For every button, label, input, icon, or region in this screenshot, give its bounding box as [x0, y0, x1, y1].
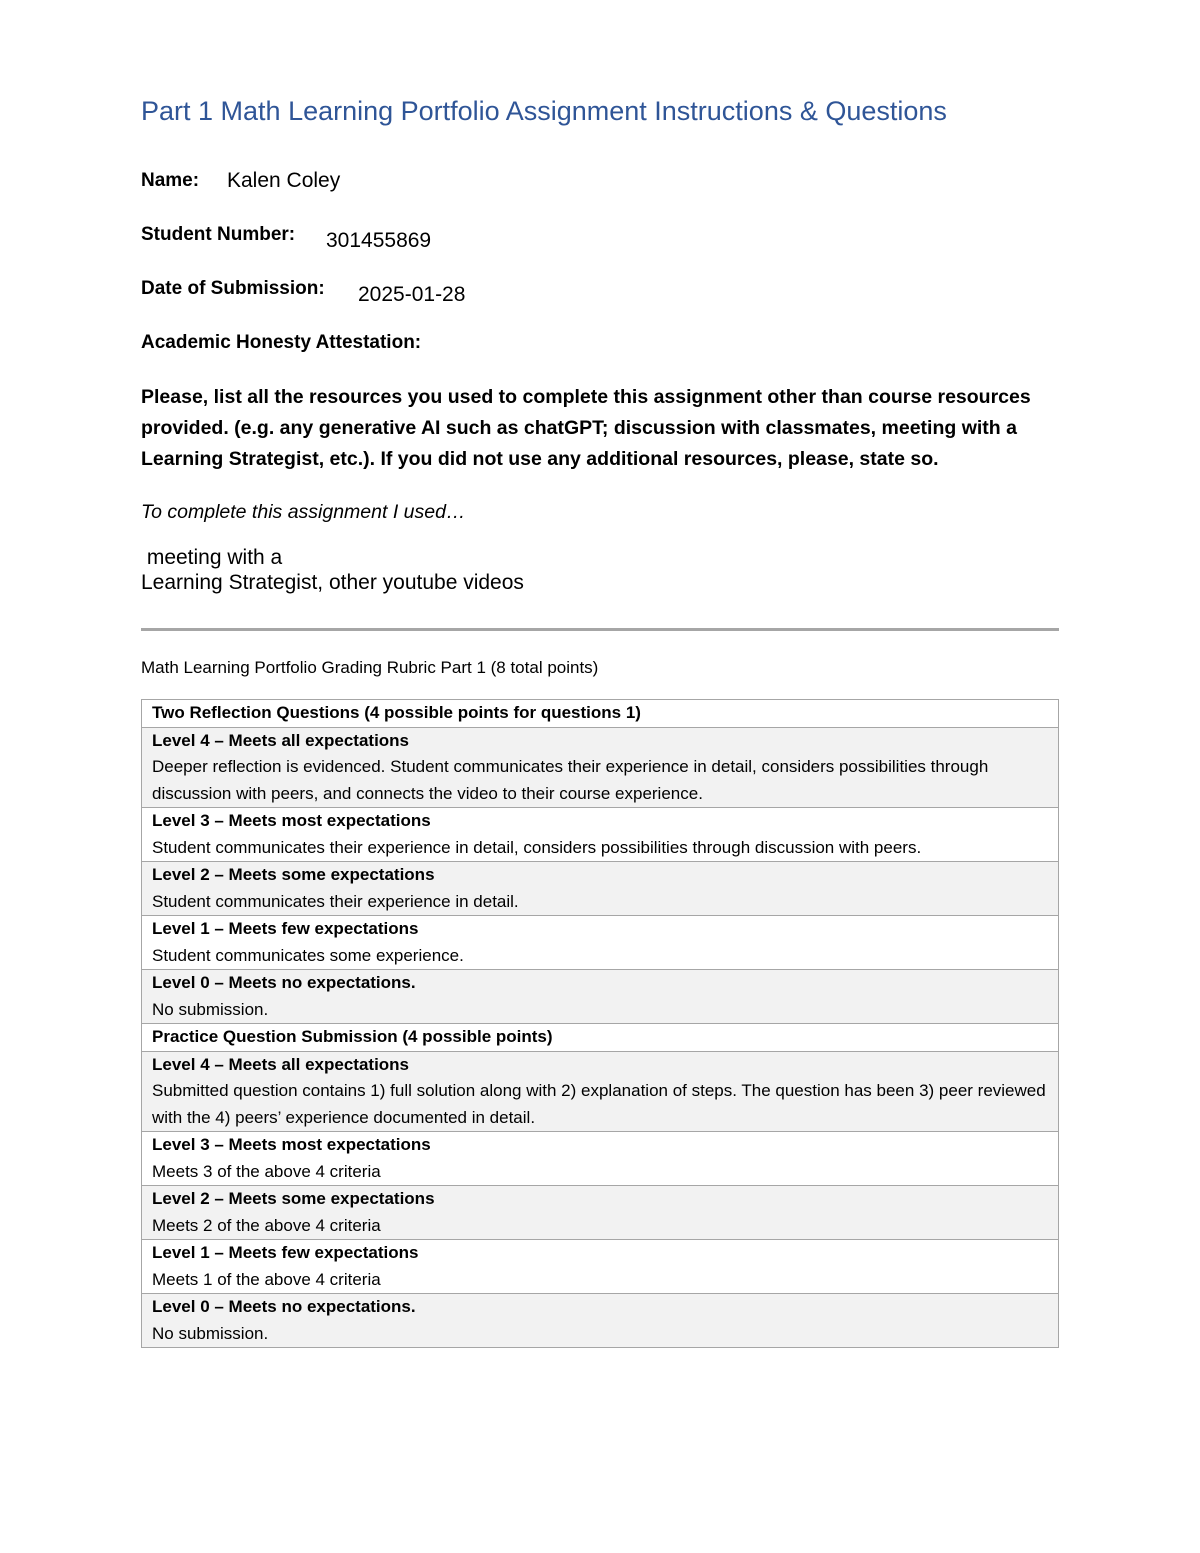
student-number-label: Student Number: [141, 224, 296, 245]
rubric-level-description: Meets 2 of the above 4 criteria [152, 1215, 381, 1235]
rubric-level-title: Level 1 – Meets few expectations [152, 1243, 419, 1262]
rubric-level-description: Student communicates some experience. [152, 945, 464, 965]
rubric-level-row [142, 862, 1059, 916]
resources-answer: meeting with a Learning Strategist, other youtube videos [141, 546, 524, 594]
rubric-level-title: Level 0 – Meets no expectations. [152, 1297, 416, 1316]
rubric-level-row [142, 1240, 1059, 1294]
rubric-caption: Math Learning Portfolio Grading Rubric Part 1 (8 total points) [141, 658, 599, 677]
rubric-level-title: Level 4 – Meets all expectations [152, 730, 410, 750]
rubric-level-title: Level 2 – Meets some expectations [152, 865, 435, 884]
rubric-section-heading-row [142, 1024, 1059, 1052]
rubric-level-description: Student communicates their experience in detail. [152, 891, 519, 911]
rubric-level-description: No submission. [152, 999, 269, 1019]
rubric-level-description: Deeper reflection is evidenced. Student communicates their experience in detail, considers possibilities through discussion with peers, and connects the video to their course experience. [152, 757, 989, 803]
rubric-level-description: Submitted question contains 1) full solution along with 2) explanation of steps. The question has been 3) peer reviewed with the 4) peers’ experience documented in detail. [152, 1081, 1046, 1127]
rubric-level-row [142, 1294, 1059, 1348]
resource-instructions: Please, list all the resources you used to complete this assignment other than course resources provided. (e.g. any generative AI such as chatGPT; discussion with classmates, meeting with a Learning Strategist, etc.). If you did not use any additional resources, please, state so. [141, 386, 1031, 470]
rubric-section-heading-row [142, 700, 1059, 728]
rubric-level-title: Level 0 – Meets no expectations. [152, 973, 416, 992]
rubric-level-row [142, 916, 1059, 970]
rubric-section-heading: Practice Question Submission (4 possible points) [142, 1024, 1059, 1052]
rubric-level-description: Student communicates their experience in detail, considers possibilities through discussion with peers. [152, 837, 922, 857]
rubric-level-row [142, 1051, 1059, 1132]
student-number-value: 301455869 [326, 229, 432, 252]
rubric-level-title: Level 2 – Meets some expectations [152, 1189, 435, 1208]
rubric-level-row [142, 970, 1059, 1024]
rubric-level-title: Level 3 – Meets most expectations [152, 1135, 431, 1154]
rubric-level-title: Level 3 – Meets most expectations [152, 811, 431, 830]
rubric-level-row [142, 727, 1059, 808]
rubric-level-description: Meets 3 of the above 4 criteria [152, 1161, 381, 1181]
rubric-level-description: Meets 1 of the above 4 criteria [152, 1269, 381, 1289]
name-label: Name: [141, 170, 200, 191]
date-of-submission-value: 2025-01-28 [358, 283, 466, 306]
document-title: Part 1 Math Learning Portfolio Assignment Instructions & Questions [141, 96, 947, 126]
rubric-level-row [142, 808, 1059, 862]
rubric-level-row [142, 1186, 1059, 1240]
date-of-submission-label: Date of Submission: [141, 278, 325, 299]
grading-rubric-table [141, 699, 1059, 1348]
rubric-level-description: No submission. [152, 1323, 269, 1343]
rubric-level-title: Level 4 – Meets all expectations [152, 1054, 410, 1074]
academic-honesty-label: Academic Honesty Attestation: [141, 332, 422, 353]
rubric-level-row [142, 1132, 1059, 1186]
name-value: Kalen Coley [227, 169, 341, 192]
rubric-level-title: Level 1 – Meets few expectations [152, 919, 419, 938]
rubric-section-heading: Two Reflection Questions (4 possible points for questions 1) [142, 700, 1059, 728]
section-divider [141, 628, 1059, 631]
resources-lead-in: To complete this assignment I used… [141, 501, 466, 523]
